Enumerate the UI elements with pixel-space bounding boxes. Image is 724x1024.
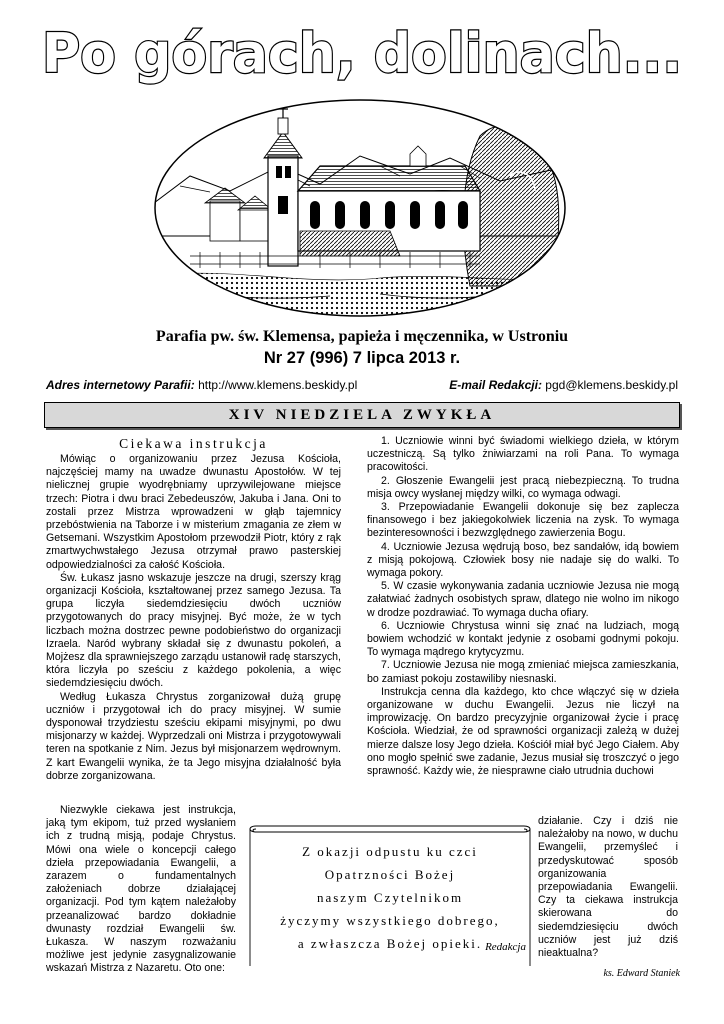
article-paragraph: Instrukcja cenna dla każdego, kto chce włączyć się w dzieła organizowane w duchu Ewangelii. Jezus nie liczył na improwizację. On bardzo precyzyjnie organizował życie i pracę Kościoła. Wiedział, że od sprawności organizacji zależą w dużej mierze dalsze losy Jego dzieła. Kościół miał być Jego Ciałem. Aby ono mogło spełnić swe zadanie, Jezus musiał się troszczyć o jego sprawność. Każdy wie, że niesprawne ciało utrudnia duchowi (367, 685, 679, 778)
greeting-line: naszym Czytelnikom (316, 890, 464, 905)
instruction-item: 5. W czasie wykonywania zadania uczniowie Jezusa nie mogą załatwiać żadnych osobistych spraw, dlatego nie wolno im nikogo w drodze pozdrawiać. To wymaga ducha ofiary. (367, 580, 679, 619)
instruction-item: 6. Uczniowie Chrystusa winni się znać na ludziach, mogą bowiem wchodzić w kontakt jedynie z osobami godnymi pokoju. To wymaga mądrego krytycyzmu. (367, 619, 679, 659)
sunday-title: XIV NIEDZIELA ZWYKŁA (228, 406, 496, 423)
greeting-line: Opatrzności Bożej (324, 867, 456, 882)
greeting-signature: Redakcja (485, 941, 526, 953)
article-paragraph: Niezwykle ciekawa jest instrukcja, jaką tym ekipom, tuż przed wysłaniem ich z trudną misją, podaje Chrystus. Mówi ona wiele o koncepcji całego dzieła przepowiadania Ewangelii, a zarazem o fundamentalnych założeniach dobrze działającej organizacji. Pod tym kątem należałoby przeanalizować bardzo dokładnie dwunasty rozdział Ewangelii św. Łukasza. W naszym rozważaniu możliwe jest jedynie zasygnalizowanie wskazań Mistrza z Nazaretu. Oto one: (46, 804, 236, 975)
instruction-item: 2. Głoszenie Ewangelii jest pracą niebezpieczną. To trudna misja owcy wysłanej między wilki, co wymaga odwagi. (367, 474, 679, 500)
article-paragraph: Według Łukasza Chrystus zorganizował dużą grupę uczniów i przygotował ich do pracy misyjnej. W sumie dysponował trzydziestu sześciu ekipami misyjnymi, po dwu misjonarzy w każdej. Wyprzedzali oni Mistrza i przygotowywali teren na spotkanie z Nim. Jezus był misjonarzem wędrownym. Z kart Ewangelii wynika, że ta Jego misyjna działalność była dobrze zorganizowana. (46, 690, 341, 782)
greeting-line: życzymy wszystkiego dobrego, (280, 913, 500, 928)
article-author: ks. Edward Staniek (603, 968, 680, 979)
instruction-item: 4. Uczniowie Jezusa wędrują boso, bez sandałów, idą bowiem z misją pokojową. Człowiek bosy nie nadaje się do walki. To wymaga pokory. (367, 540, 679, 580)
website-info (46, 378, 357, 392)
website-label: Adres internetowy Parafii: (46, 378, 195, 392)
email-info (449, 378, 678, 392)
article-paragraph: Mówiąc o organizowaniu przez Jezusa Kościoła, najczęściej mamy na uwadze dwunastu Apostołów. W tej nielicznej grupie wyodrębniamy uprzywilejowane miejsce trzech: Piotra i dwu braci Zebedeuszów, Jakuba i Jana. Oni to zostali przez Mistrza wprowadzeni w głąb tajemnicy przebóstwienia na Taborze i w misterium zmagania ze złem w Getsemani. Wszystkim Apostołom przewodził Piotr, który z rąk zmartwychwstałego Jezusa otrzymał prawo pasterskiej odpowiedzialności za całość Kościoła. (46, 453, 341, 571)
instruction-item: 1. Uczniowie winni być świadomi wielkiego dzieła, w którym uczestniczą. Są tylko żniwiarzami na roli Pana. To wymaga pracowitości. (367, 435, 679, 474)
email-label: E-mail Redakcji: (449, 378, 542, 392)
church-illustration-icon (150, 96, 570, 324)
masthead-title-text: Po górach, dolinach... (42, 22, 682, 85)
article-paragraph: działanie. Czy i dziś nie należałoby na nowo, w duchu Ewangelii, przemyśleć i przedyskutować sposób organizowania przepowiadania Ewangelii. Czy ta ciekawa instrukcja skierowana do siedemdziesięciu dwóch uczniów jest już dziś nieaktualna? (538, 815, 678, 960)
article-left-column (46, 453, 341, 783)
instruction-item: 7. Uczniowie Jezusa nie mogą zmieniać miejsca zamieszkania, bo zamiast pokoju zostawiliby niesnaski. (367, 659, 679, 685)
email-link[interactable]: pgd@klemens.beskidy.pl (545, 378, 678, 392)
article-paragraph: Św. Łukasz jasno wskazuje jeszcze na drugi, szerszy krąg organizacji Kościoła, kształtowanej przez samego Jezusa. Ta grupa liczyła siedemdziesięciu dwóch uczniów przygotowanych do pracy misyjnej. Być może, że w tych liczbach można dostrzec pewne podobieństwo do organizacji Izraela. Naród wybrany składał się z dwunastu pokoleń, a Mojżesz dla sprawniejszego zarządu ustanowił radę starszych, która liczyła po sześciu z każdego pokolenia, a więc siedemdziesięciu dwóch. (46, 571, 341, 690)
greeting-line: Z okazji odpustu ku czci (302, 844, 478, 859)
issue-number: Nr 27 (996) 7 lipca 2013 r. (263, 349, 461, 367)
instruction-item: 3. Przepowiadanie Ewangelii dokonuje się bez zaplecza finansowego i bez jakiegokolwiek liczenia na zysk. To wymaga bezinteresowności i bezwzględnego zawierzenia Bogu. (367, 501, 679, 540)
article-right-column (367, 435, 679, 778)
sunday-banner (44, 402, 680, 428)
article-heading: Ciekawa instrukcja (119, 436, 268, 451)
article-left-narrow (46, 804, 236, 976)
article-right-narrow (538, 815, 678, 960)
website-link[interactable]: http://www.klemens.beskidy.pl (198, 378, 358, 392)
greeting-text (248, 840, 532, 955)
greeting-line: a zwłaszcza Bożej opieki. (297, 936, 483, 951)
address-line (46, 378, 678, 392)
masthead-title (0, 16, 724, 86)
parish-name: Parafia pw. św. Klemensa, papieża i męczennika, w Ustroniu (155, 328, 569, 345)
